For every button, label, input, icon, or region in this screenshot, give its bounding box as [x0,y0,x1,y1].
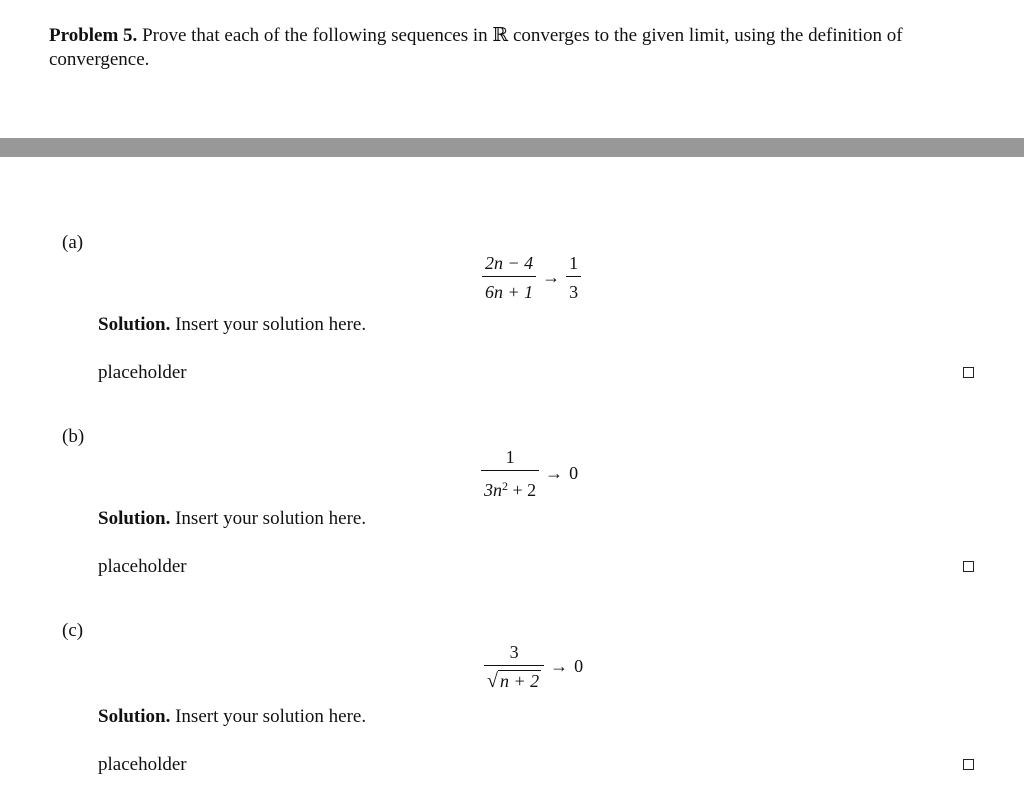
part-a-equation [482,252,581,303]
part-a-denominator: 6n + 1 [485,282,534,302]
section-divider [0,138,1024,157]
part-a-limit-numerator: 1 [569,253,579,273]
square-root-icon: √ [487,670,498,692]
part-c-fraction [484,641,544,691]
solution-text: Insert your solution here. [175,508,367,529]
part-a-limit-denominator: 3 [569,282,579,302]
qed-box-icon [963,561,974,572]
converges-arrow: → [542,267,561,287]
fraction-bar [484,665,544,666]
fraction-bar [481,470,539,471]
part-a-placeholder: placeholder [98,362,187,383]
problem-heading: Problem 5. [49,25,138,46]
solution-label: Solution. [98,706,171,727]
part-a-fraction [482,252,536,303]
part-a-limit [566,252,581,303]
solution-text: Insert your solution here. [175,706,367,727]
fraction-bar [482,276,536,277]
solution-text: Insert your solution here. [175,314,367,335]
solution-label: Solution. [98,508,171,529]
part-b-exponent: 2 [502,479,508,493]
fraction-bar [566,276,581,277]
converges-arrow: → [550,655,569,676]
part-a-solution [98,314,366,336]
part-b-solution [98,508,366,530]
part-c-label: (c) [62,620,84,641]
qed-box-icon [963,759,974,770]
part-c-numerator: 3 [509,642,519,662]
part-b-denominator-rest: + 2 [508,480,537,500]
part-c-limit: 0 [574,655,584,676]
part-b-denominator-base: 3n [484,480,502,500]
part-c-radicand: n + 2 [499,671,540,691]
part-b-fraction [481,446,539,501]
converges-arrow: → [545,463,564,483]
problem-statement [49,24,989,72]
part-b-limit: 0 [569,463,579,483]
part-a-label: (a) [62,232,84,253]
part-c-solution [98,706,366,728]
qed-box-icon [963,367,974,378]
part-c-equation [484,641,583,691]
part-c-placeholder: placeholder [98,754,187,775]
part-c-denominator [484,670,544,691]
part-b-placeholder: placeholder [98,556,187,577]
problem-text: Prove that each of the following sequences in ℝ converges to the given limit, using the definition of convergence. [49,25,903,70]
part-b-equation [481,446,578,501]
part-b-numerator: 1 [505,447,515,467]
part-b-denominator [481,475,539,501]
part-b-label: (b) [62,426,85,447]
solution-label: Solution. [98,314,171,335]
part-a-numerator: 2n − 4 [485,253,534,273]
